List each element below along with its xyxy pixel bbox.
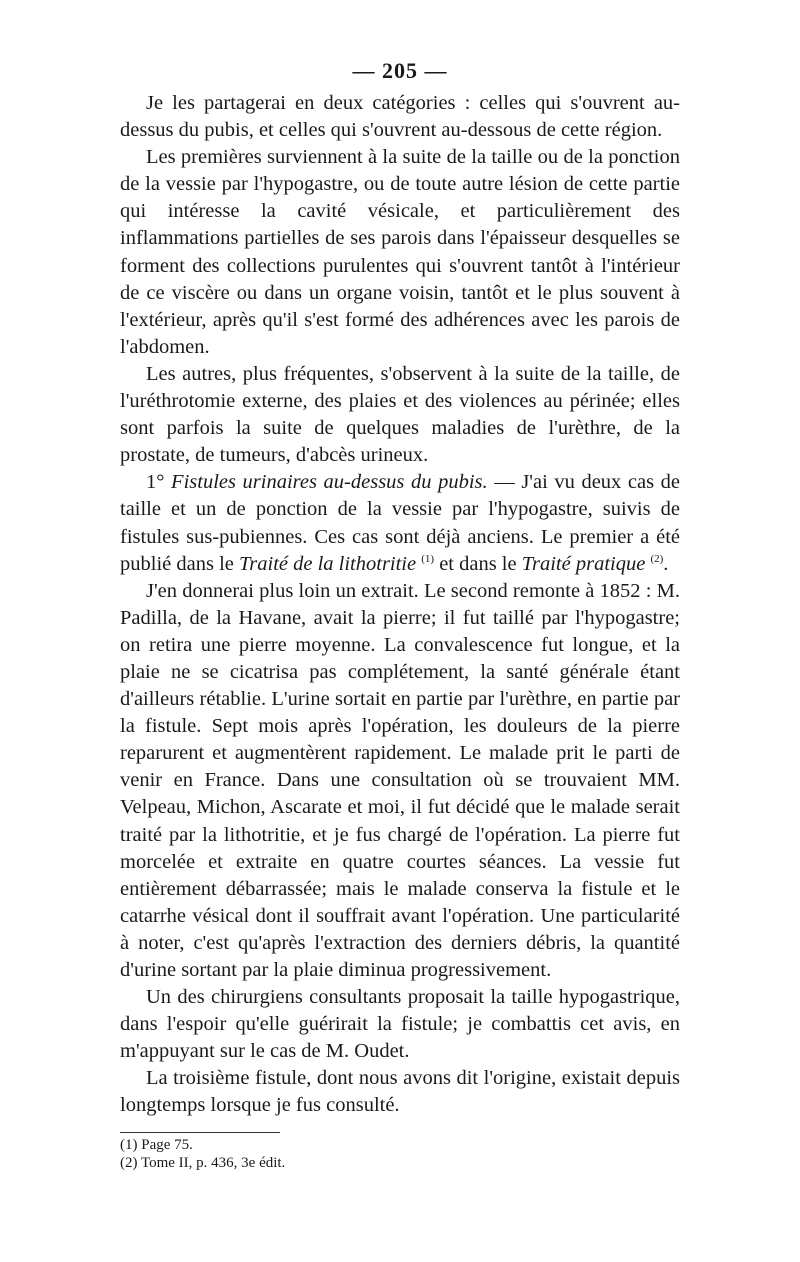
section-title: Fistules urinaires au-dessus du pubis. (171, 471, 488, 494)
footnotes (120, 1136, 680, 1172)
section-paragraph: 1° Fistules urinaires au-dessus du pubis. — J'ai vu deux cas de taille et un de ponction de la vessie par l'hypogastre, suivis de fistules sus-pubiennes. Ces cas sont déjà anciens. Le premier a été publié dans le Traité de la lithotritie $^{(1)}$ et dans le Traité pratique $^{(2)}$. (120, 471, 681, 575)
page-number: — 205 — (352, 58, 448, 83)
footnote-2 (120, 1154, 680, 1172)
footnote-text: Page 75. (137, 1137, 193, 1153)
paragraph: Les autres, plus fréquentes, s'observent à la suite de la taille, de l'uréthrotomie externe, des plaies et des violences au périnée; elles sont parfois la suite de quelques maladies de l'urèthre, de la prostate, de tumeurs, d'abcès urineux. (120, 362, 680, 467)
footnote-ref-2[interactable]: (2) (650, 552, 664, 565)
footnote-mark: (1) (120, 1137, 138, 1153)
footnote-1 (120, 1136, 680, 1154)
paragraph: Je les partagerai en deux catégories : celles qui s'ouvrent au-dessus du pubis, et celles qui s'ouvrent au-dessous de cette région. (120, 92, 680, 142)
footnote-ref-1[interactable]: (1) (421, 552, 435, 565)
footnote-rule (120, 1132, 280, 1133)
paragraph: Un des chirurgiens consultants proposait la taille hypogastrique, dans l'espoir qu'elle guérirait la fistule; je combattis cet avis, en m'appuyant sur le cas de M. Oudet. (120, 986, 680, 1063)
footnote-text: Tome II, p. 436, 3e édit. (137, 1155, 286, 1171)
paragraph: Les premières surviennent à la suite de la taille ou de la ponction de la vessie par l'hypogastre, ou de toute autre lésion de cette partie qui intéresse la cavité vésicale, et particulièrement des inflammations partielles de ses parois dans l'épaisseur desquelles se forment des collections purulentes qui s'ouvrent tantôt à l'intérieur de ce viscère ou dans un organe voisin, tantôt et le plus souvent à l'extérieur, après qu'il s'est formé des adhérences avec les parois de l'abdomen. (120, 146, 680, 358)
main-text (120, 90, 680, 1120)
book-title-lithotritie: Traité de la lithotritie (239, 552, 417, 575)
book-title-traite-pratique: Traité pratique (521, 552, 646, 575)
paragraph: J'en donnerai plus loin un extrait. Le second remonte à 1852 : M. Padilla, de la Havane, avait la pierre; il fut taillé par l'hypogastre; on retira une pierre moyenne. La convalescence fut longue, et la plaie ne se cicatrisa pas complétement, la santé générale étant d'ailleurs rétablie. L'urine sortait en partie par l'urèthre, en partie par la fistule. Sept mois après l'opération, les douleurs de la pierre reparurent et augmentèrent rapidement. Le malade prit le parti de venir en France. Dans une consultation où se trouvaient MM. Velpeau, Michon, Ascarate et moi, il fut décidé que le malade serait traité par la lithotritie, et je fus chargé de l'opération. La pierre fut morcelée et extraite en quatre courtes séances. La vessie fut entièrement débarrassée; mais le malade conserva la fistule et le catarrhe vésical dont il souffrait avant l'opération. Une particularité à noter, c'est qu'après l'extraction des derniers débris, la quantité d'urine sortant par la plaie diminua progressivement. (120, 579, 680, 981)
section-number: 1° (146, 471, 165, 494)
paragraph: La troisième fistule, dont nous avons dit l'origine, existait depuis longtemps lorsque je fus consulté. (120, 1067, 680, 1117)
footnote-mark: (2) (120, 1155, 138, 1171)
